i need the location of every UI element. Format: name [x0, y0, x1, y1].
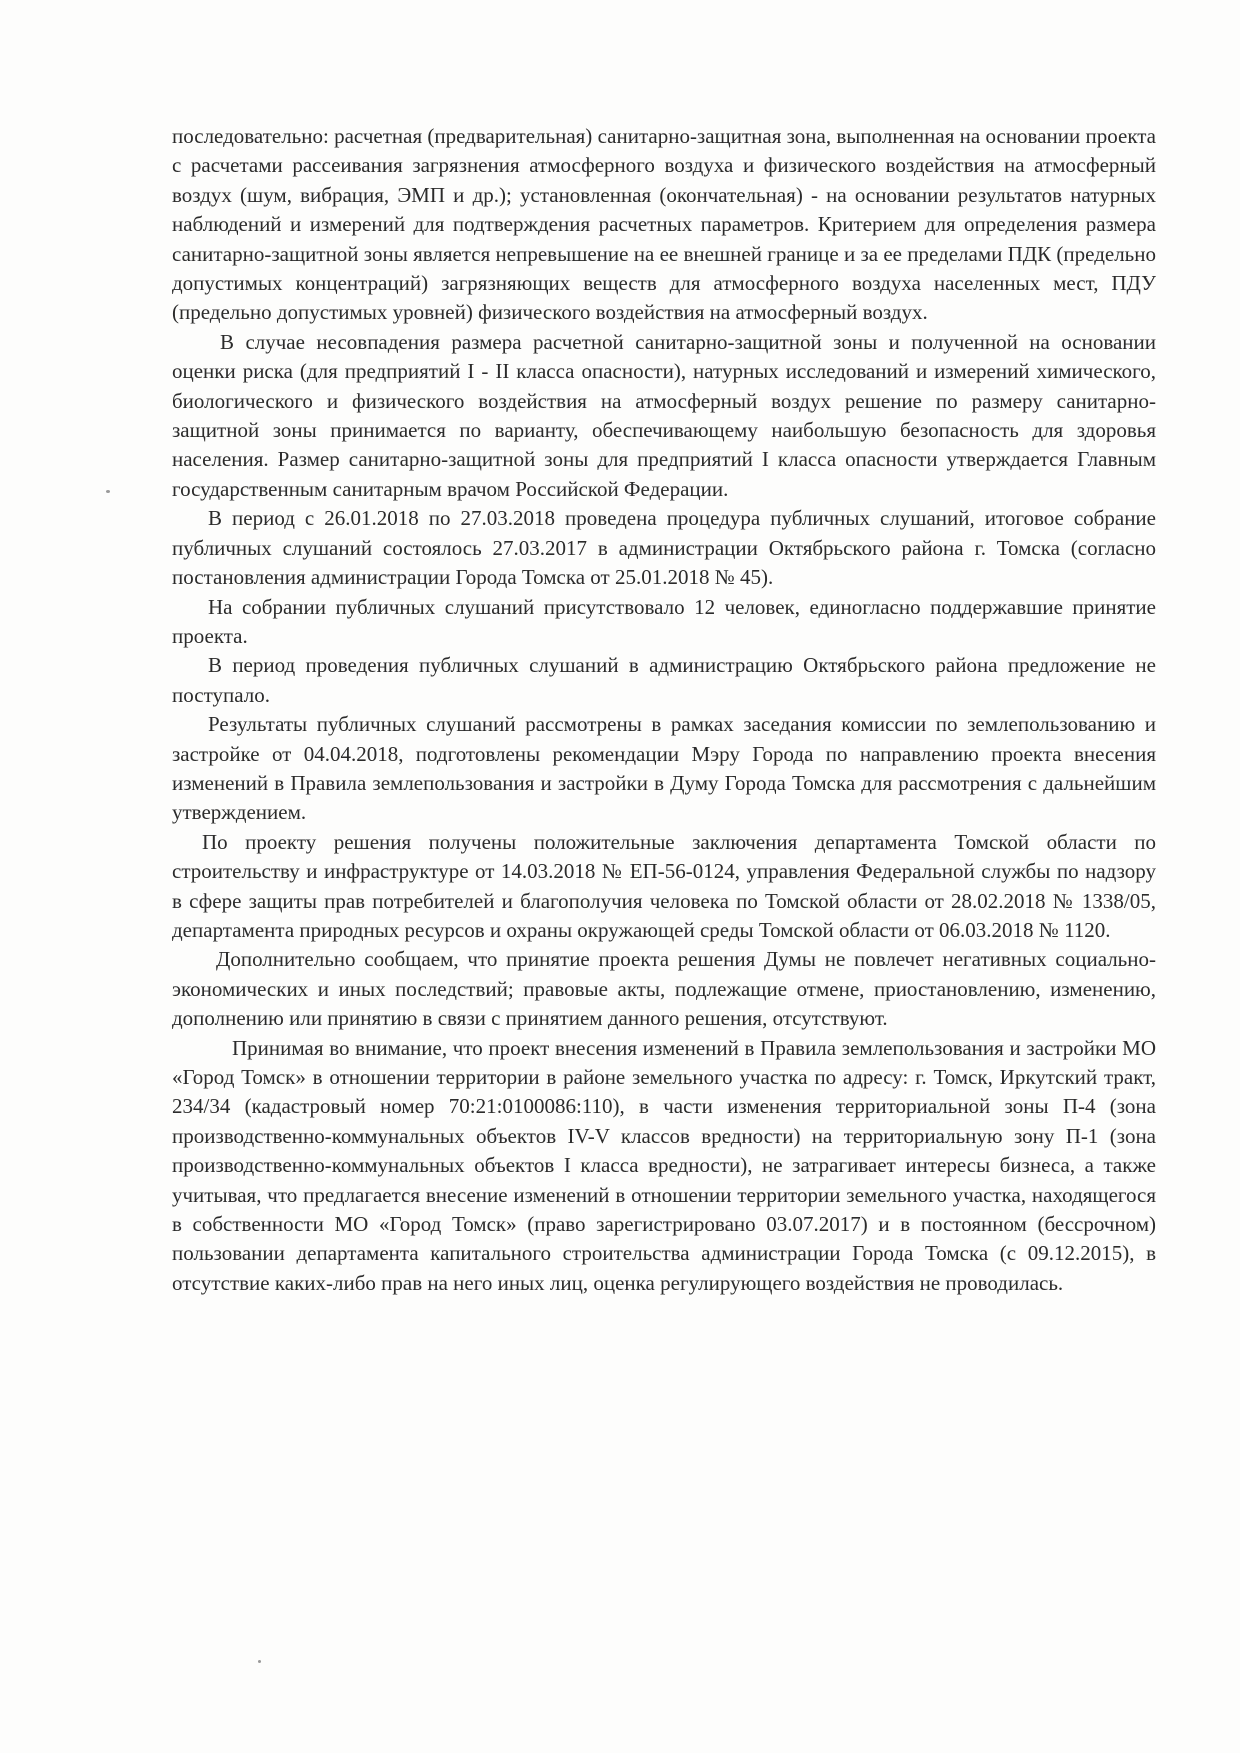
paragraph-regulatory-impact-assessment: Принимая во внимание, что проект внесения изменений в Правила землепользования и застройки МО «Город Томск» в отношении территории в районе земельного участка по адресу: г. Томск, Иркутский тракт, 234/34 (кадастровый номер 70:21:0100086:110), в части изменения территориальной зоны П-4 (зона производственно-коммунальных объектов IV-V классов вредности) на территориальную зону П-1 (зона производственно-коммунальных объектов I класса вредности), не затрагивает интересы бизнеса, а также учитывая, что предлагается внесение изменений в отношении территории земельного участка, находящегося в собственности МО «Город Томск» (право зарегистрировано 03.07.2017) и в постоянном (бессрочном) пользовании департамента капитального строительства администрации Города Томска (с 09.12.2015), в отсутствие каких-либо прав на него иных лиц, оценка регулирующего воздействия не проводилась.: [172, 1035, 1156, 1295]
paragraph-sanitary-zone-stages: последовательно: расчетная (предварительная) санитарно-защитная зона, выполненная на основании проекта с расчетами рассеивания загрязнения атмосферного воздуха и физического воздействия на атмосферный воздух (шум, вибрация, ЭМП и др.); установленная (окончательная) - на основании результатов натурных наблюдений и измерений для подтверждения расчетных параметров. Критерием для определения размера санитарно-защитной зоны является непревышение на ее внешней границе и за ее пределами ПДК (предельно допустимых концентраций) загрязняющих веществ для атмосферного воздуха населенных мест, ПДУ (предельно допустимых уровней) физического воздействия на атмосферный воздух.: [172, 124, 1156, 325]
paragraph-hearing-results: Результаты публичных слушаний рассмотрены в рамках заседания комиссии по землепользованию и застройке от 04.04.2018, подготовлены рекомендации Мэру Города по направлению проекта внесения изменений в Правила землепользования и застройки в Думу Города Томска для рассмотрения с дальнейшим утверждением.: [172, 712, 1156, 825]
paragraph-public-hearings-period: В период с 26.01.2018 по 27.03.2018 проведена процедура публичных слушаний, итоговое собрание публичных слушаний состоялось 27.03.2017 в администрации Октябрьского района г. Томска (согласно постановления администрации Города Томска от 25.01.2018 № 45).: [172, 506, 1156, 590]
paragraph-no-proposals: В период проведения публичных слушаний в администрацию Октябрьского района предложение не поступало.: [172, 653, 1156, 707]
paragraph-positive-conclusions: По проекту решения получены положительные заключения департамента Томской области по строительству и инфраструктуре от 14.03.2018 № ЕП-56-0124, управления Федеральной службы по надзору в сфере защиты прав потребителей и благополучия человека по Томской области от 28.02.2018 № 1338/05, департамента природных ресурсов и охраны окружающей среды Томской области от 06.03.2018 № 1120.: [172, 829, 1156, 942]
paragraph-hearing-attendance: На собрании публичных слушаний присутствовало 12 человек, единогласно поддержавшие принятие проекта.: [172, 594, 1156, 648]
scan-speck: [258, 1660, 261, 1663]
scan-speck: [106, 490, 110, 493]
paragraph-zone-size-mismatch: В случае несовпадения размера расчетной санитарно-защитной зоны и полученной на основании оценки риска (для предприятий I - II класса опасности), натурных исследований и измерений химического, биологического и физического воздействия на атмосферный воздух решение по размеру санитарно-защитной зоны принимается по варианту, обеспечивающему наибольшую безопасность для здоровья населения. Размер санитарно-защитной зоны для предприятий I класса опасности утверждается Главным государственным санитарным врачом Российской Федерации.: [172, 329, 1156, 501]
paragraph-no-negative-consequences: Дополнительно сообщаем, что принятие проекта решения Думы не повлечет негативных социально-экономических и иных последствий; правовые акты, подлежащие отмене, приостановлению, изменению, дополнению или принятию в связи с принятием данного решения, отсутствуют.: [172, 947, 1156, 1031]
document-body: [172, 122, 1156, 1298]
